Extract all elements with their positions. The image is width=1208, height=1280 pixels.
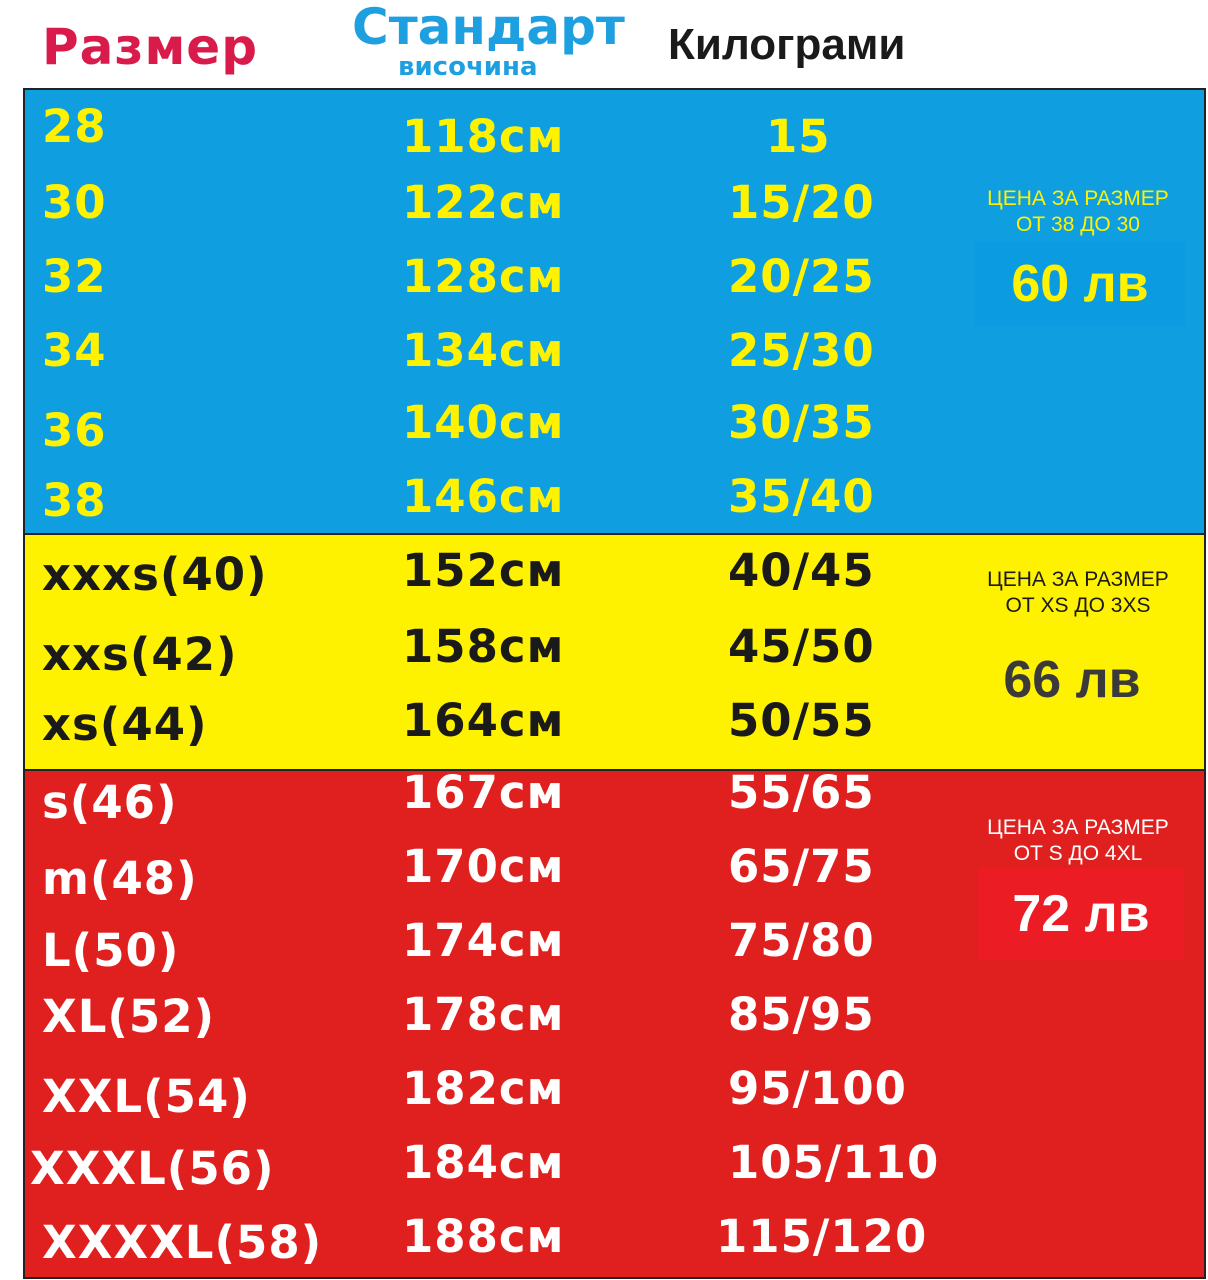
row-height: 174см: [402, 914, 565, 967]
row-kg: 65/75: [728, 840, 875, 893]
price-label: [948, 186, 1208, 238]
row-kg: 30/35: [728, 396, 875, 449]
row-height: 164см: [402, 694, 565, 747]
price-label-line: ЦЕНА ЗА РАЗМЕР: [987, 187, 1169, 210]
price-value: 66 лв: [972, 628, 1172, 712]
row-kg: 25/30: [728, 324, 875, 377]
row-kg: 85/95: [728, 988, 875, 1041]
row-kg: 15: [766, 110, 831, 163]
row-height: 167см: [402, 766, 565, 819]
row-kg: 95/100: [728, 1062, 907, 1115]
price-value: 60 лв: [975, 242, 1185, 326]
row-height: 178см: [402, 988, 565, 1041]
row-size: m(48): [42, 852, 198, 905]
row-height: 188см: [402, 1210, 565, 1263]
price-label-line: ОТ XS ДО 3XS: [1005, 594, 1151, 617]
row-height: 146см: [402, 470, 565, 523]
row-size: 38: [42, 474, 107, 527]
header-height: височина: [398, 52, 538, 82]
row-size: XL(52): [42, 990, 216, 1043]
price-label: [948, 567, 1208, 619]
row-height: 184см: [402, 1136, 565, 1189]
row-kg: 105/110: [728, 1136, 940, 1189]
price-label-line: ОТ 38 ДО 30: [1016, 213, 1140, 236]
header-size: Размер: [42, 18, 259, 76]
row-size: XXXXL(58): [42, 1216, 323, 1269]
row-kg: 40/45: [728, 544, 875, 597]
row-height: 118см: [402, 110, 565, 163]
header-standard: Стандарт: [352, 0, 625, 56]
row-kg: 75/80: [728, 914, 875, 967]
row-kg: 35/40: [728, 470, 875, 523]
row-kg: 20/25: [728, 250, 875, 303]
row-height: 152см: [402, 544, 565, 597]
price-label-line: ЦЕНА ЗА РАЗМЕР: [987, 568, 1169, 591]
row-kg: 115/120: [716, 1210, 928, 1263]
price-value: 72 лв: [978, 868, 1184, 960]
row-kg: 55/65: [728, 766, 875, 819]
price-label-line: ЦЕНА ЗА РАЗМЕР: [987, 816, 1169, 839]
row-size: xxxs(40): [42, 548, 268, 601]
row-height: 158см: [402, 620, 565, 673]
row-kg: 15/20: [728, 176, 875, 229]
row-size: 28: [42, 100, 107, 153]
row-kg: 45/50: [728, 620, 875, 673]
row-size: s(46): [42, 776, 178, 829]
row-height: 170см: [402, 840, 565, 893]
row-size: 36: [42, 404, 107, 457]
row-height: 182см: [402, 1062, 565, 1115]
row-size: 34: [42, 324, 107, 377]
row-size: xs(44): [42, 698, 208, 751]
row-height: 140см: [402, 396, 565, 449]
row-height: 134см: [402, 324, 565, 377]
price-label-line: ОТ S ДО 4XL: [1013, 842, 1143, 865]
row-size: xxs(42): [42, 628, 238, 681]
row-size: 32: [42, 250, 107, 303]
row-size: 30: [42, 176, 107, 229]
row-kg: 50/55: [728, 694, 875, 747]
row-height: 122см: [402, 176, 565, 229]
row-size: L(50): [42, 924, 180, 977]
price-label: [948, 815, 1208, 867]
row-height: 128см: [402, 250, 565, 303]
row-size: XXL(54): [42, 1070, 251, 1123]
row-size: XXXL(56): [30, 1142, 275, 1195]
header-kilograms: Килограми: [668, 20, 906, 69]
